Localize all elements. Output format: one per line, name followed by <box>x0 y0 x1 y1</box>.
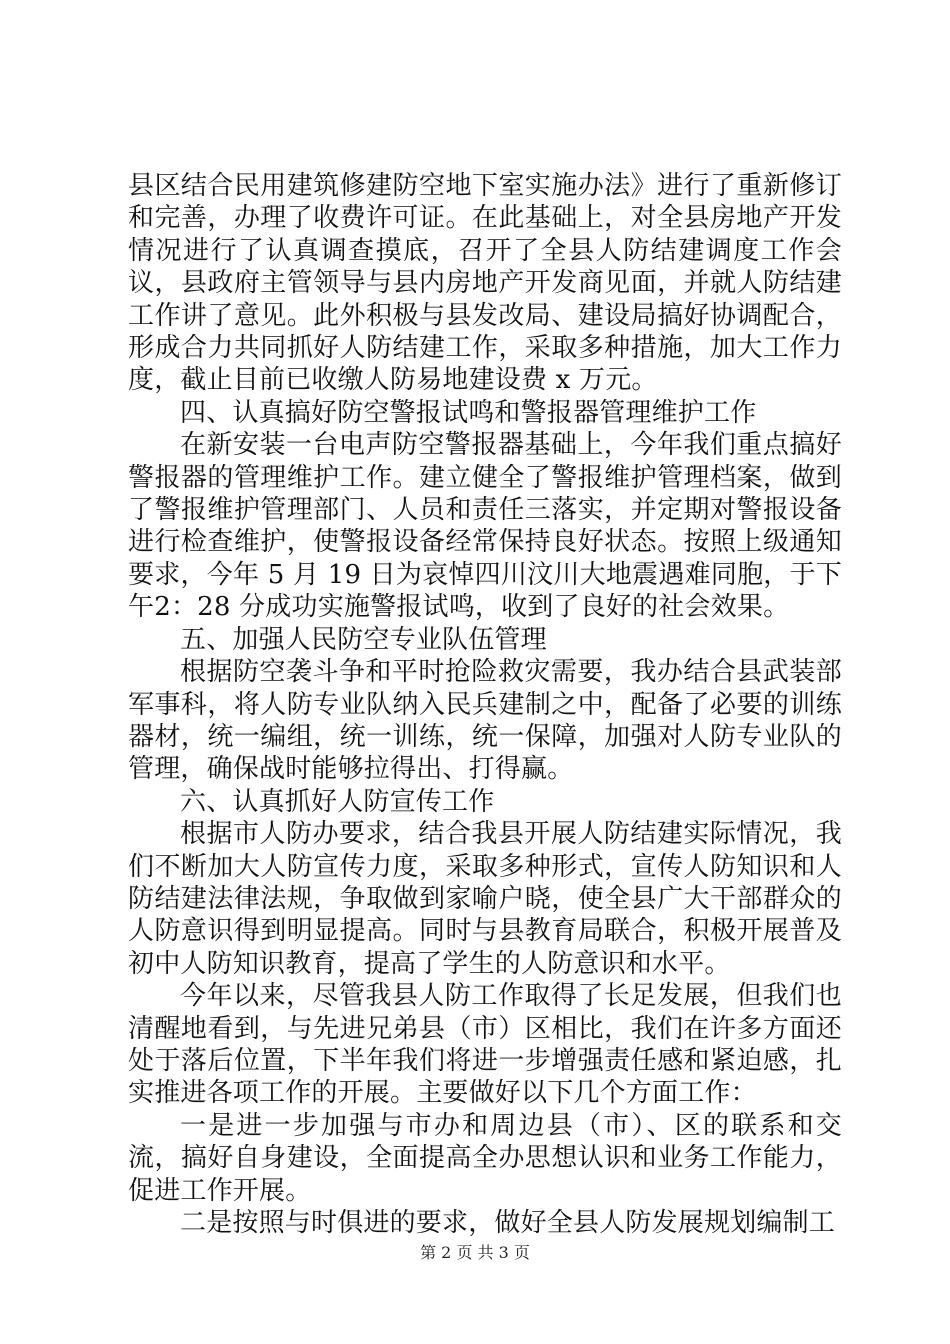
paragraph-plan-one: 一是进一步加强与市办和周边县（市）、区的联系和交流，搞好自身建设，全面提高全办思想认识和业务工作能力，促进工作开展。 <box>128 1110 842 1206</box>
paragraph-publicity: 根据市人防办要求，结合我县开展人防结建实际情况，我们不断加大人防宣传力度，采取多种形式，宣传人防知识和人防结建法律法规，争取做到家喻户晓，使全县广大干部群众的人防意识得到明显提高。同时与县教育局联合，积极开展普及初中人防知识教育，提高了学生的人防意识和水平。 <box>128 819 842 979</box>
section-heading-4: 四、认真搞好防空警报试鸣和警报器管理维护工作 <box>180 397 757 428</box>
page-number-footer: 第 2 页 共 3 页 <box>420 1243 530 1262</box>
paragraph-alarm-maintenance: 在新安装一台电声防空警报器基础上，今年我们重点搞好警报器的管理维护工作。建立健全了警报维护管理档案，做到了警报维护管理部门、人员和责任三落实，并定期对警报设备进行检查维护，使警报设备经常保持良好状态。按照上级通知要求，今年 5 月 19 日为哀悼四川汶川大地震遇难同胞，于下午2：28 分成功实施警报试鸣，收到了良好的社会效果。 <box>128 430 842 623</box>
paragraph-continuation: 县区结合民用建筑修建防空地下室实施办法》进行了重新修订和完善，办理了收费许可证。在此基础上，对全县房地产开发情况进行了认真调查摸底，召开了全县人防结建调度工作会议，县政府主管领导与县内房地产开发商见面，并就人防结建工作讲了意见。此外积极与县发改局、建设局搞好协调配合，形成合力共同抓好人防结建工作，采取多种措施，加大工作力度，截止目前已收缴人防易地建设费 x 万元。 <box>128 171 842 396</box>
section-heading-6: 六、认真抓好人防宣传工作 <box>180 786 495 817</box>
paragraph-plan-two: 二是按照与时俱进的要求，做好全县人防发展规划编制工 <box>180 1208 836 1238</box>
paragraph-professional-team: 根据防空袭斗争和平时抢险救灾需要，我办结合县武装部军事科，将人防专业队纳入民兵建制之中，配备了必要的训练器材，统一编组，统一训练，统一保障，加强对人防专业队的管理，确保战时能够拉得出、打得赢。 <box>128 657 842 785</box>
paragraph-summary: 今年以来，尽管我县人防工作取得了长足发展，但我们也清醒地看到，与先进兄弟县（市）区相比，我们在许多方面还处于落后位置，下半年我们将进一步增强责任感和紧迫感，扎实推进各项工作的开展。主要做好以下几个方面工作： <box>128 981 842 1109</box>
section-heading-5: 五、加强人民防空专业队伍管理 <box>180 624 547 655</box>
document-body <box>128 170 842 1239</box>
